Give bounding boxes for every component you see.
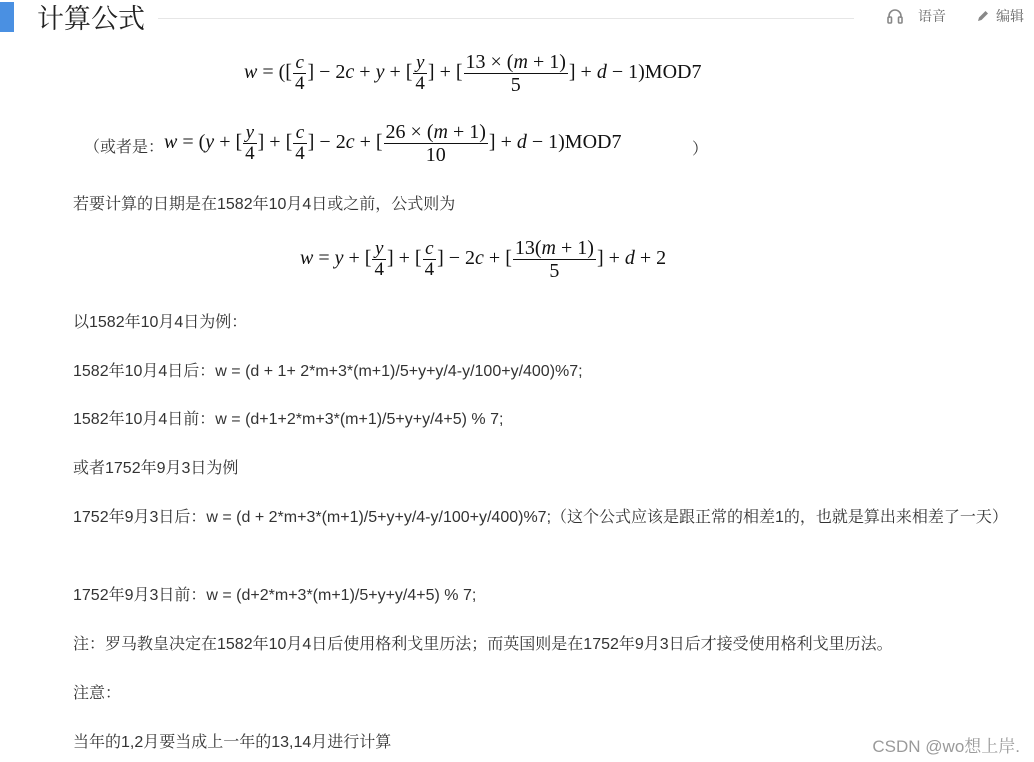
header-accent-bar [0,2,14,32]
paragraph-example-1752: 或者1752年9月3日为例 [73,460,239,477]
paragraph-before-1582: 1582年10月4日前：w = (d+1+2*m+3*(m+1)/5+y+y/4+5) % 7; [73,411,504,428]
paragraph-after-1752: 1752年9月3日后：w = (d + 2*m+3*(m+1)/5+y+y/4-y/100+y/400)%7;（这个公式应该是跟正常的相差1的，也就是算出来相差了一天） [73,509,1008,526]
csdn-watermark: CSDN @wo想上岸. [872,737,1020,756]
formula-alternative: w = (y + [ $\frac{y}{4}$ ] + [ $\frac{c}{4}$ ] − 2c + [ $\frac{26 \times (m + 1)}{10}$ ] + d − 1)MOD7 [164,121,622,166]
header-divider [158,18,854,19]
paragraph-pre-1582-intro: 若要计算的日期是在1582年10月4日或之前，公式则为 [73,196,456,213]
voice-label: 语音 [918,8,946,24]
formula-pre-1582: w = y + [ $\frac{y}{4}$ ] + [ $\frac{c}{4}$ ] − 2c + [ $\frac{13(m + 1)}{5}$ ] + d + 2 [300,237,667,282]
page-title: 计算公式 [37,4,145,35]
paragraph-month-rule: 当年的1,2月要当成上一年的13,14月进行计算 [73,734,392,751]
section-header [0,0,1034,40]
formula-main: w = ([ $\frac{c}{4}$ ] − 2c + y + [ $\frac{y}{4}$ ] + [ $\frac{13 \times (m + 1)}{5}$ ] + d − 1)MOD7 [244,51,702,96]
formula-alt-suffix: ） [692,141,709,158]
paragraph-attention: 注意： [73,685,122,702]
formula-alt-prefix: （或者是： [84,139,165,156]
paragraph-after-1582: 1582年10月4日后：w = (d + 1+ 2*m+3*(m+1)/5+y+y/4-y/100+y/400)%7; [73,363,583,380]
paragraph-example-1582: 以1582年10月4日为例： [73,314,248,331]
edit-label: 编辑 [996,8,1024,24]
headphones-icon [886,7,904,25]
voice-button[interactable] [886,6,946,26]
edit-button[interactable] [976,6,1024,26]
pencil-icon [976,9,990,23]
paragraph-before-1752: 1752年9月3日前：w = (d+2*m+3*(m+1)/5+y+y/4+5) % 7; [73,587,477,604]
paragraph-note-calendar: 注：罗马教皇决定在1582年10月4日后使用格利戈里历法；而英国则是在1752年9月3日后才接受使用格利戈里历法。 [73,636,893,653]
